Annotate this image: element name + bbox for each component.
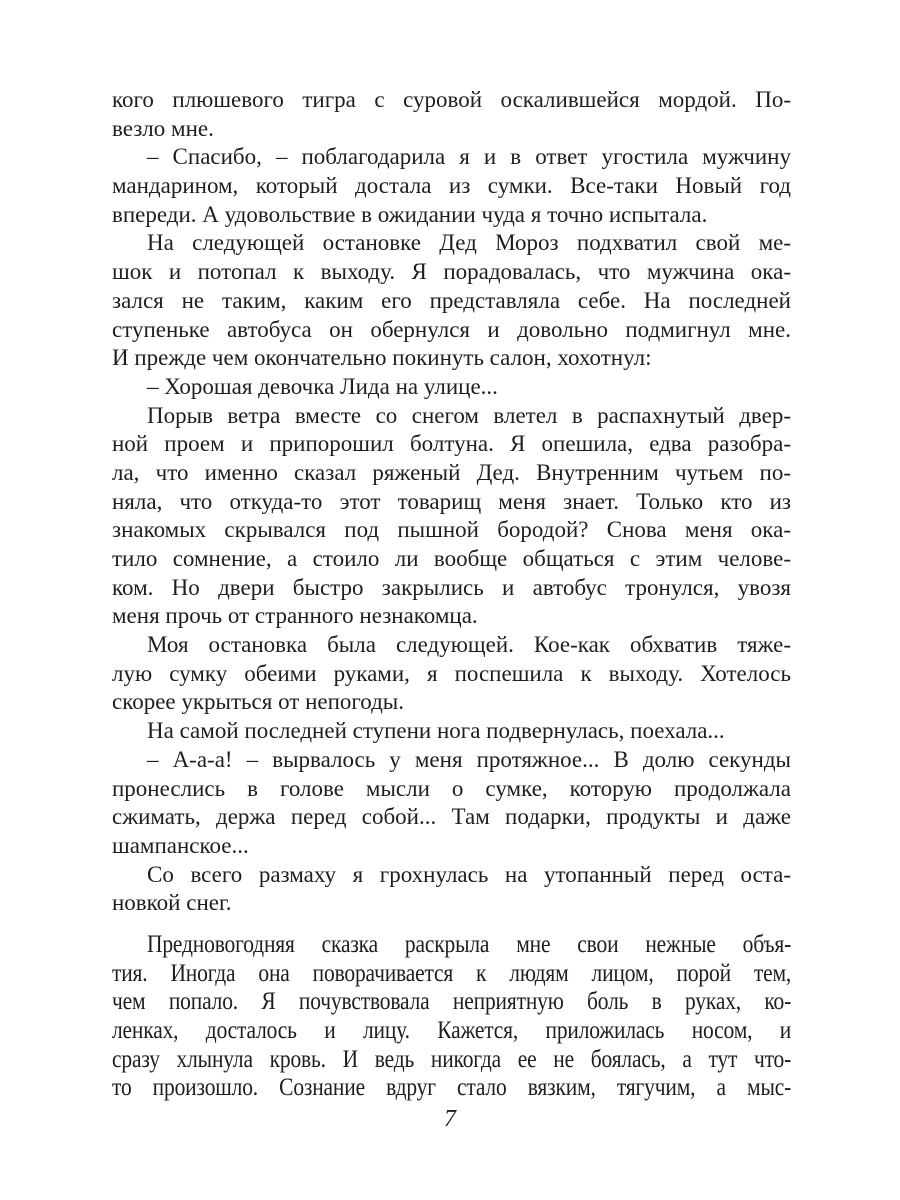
paragraph (112, 717, 791, 746)
text-line-content: ленках, досталось и лицу. Кажется, приложилась носом, и (112, 1017, 792, 1044)
text-line: мандарином, который достала из сумки. Все-таки Новый год (112, 173, 791, 199)
text-line-content: сразу хлынула кровь. И ведь никогда ее не боялась, а тут что- (112, 1045, 792, 1073)
text-line: меня прочь от странного незнакомца. (112, 603, 478, 629)
page-body-text (112, 86, 791, 1103)
text-line-content: то произошло. Сознание вдруг стало вязким, тягучим, а мыс- (112, 1074, 792, 1102)
paragraph (112, 143, 791, 229)
text-line (112, 1074, 791, 1103)
text-line: – Спасибо, – поблагодарила я и в ответ угостила мужчину (147, 144, 791, 170)
text-line: знакомых скрывался под пышной бородой? Снова меня ока- (112, 517, 791, 543)
paragraph (112, 631, 791, 717)
text-line: Моя остановка была следующей. Кое-как обхватив тяже- (147, 632, 791, 658)
text-line (112, 931, 791, 960)
text-line: впереди. А удовольствие в ожидании чуда я точно испытала. (112, 201, 708, 227)
text-line (112, 988, 791, 1017)
text-line: пронеслись в голове мысли о сумке, которую продолжала (112, 775, 791, 801)
text-line: На самой последней ступени нога подвернулась, поехала... (147, 718, 725, 744)
paragraph (112, 86, 791, 143)
paragraph (112, 229, 791, 372)
paragraph (112, 402, 791, 632)
text-line: – А-а-а! – вырвалось у меня протяжное... В долю секунды (147, 746, 791, 772)
paragraph (112, 746, 791, 861)
paragraph (112, 931, 791, 1103)
page-number: 7 (444, 1106, 456, 1132)
text-line: ной проем и припорошил болтуна. Я опешила, едва разобра- (112, 431, 791, 457)
text-line: няла, что откуда-то этот товарищ меня знает. Только кто из (112, 488, 791, 514)
paragraph (112, 861, 791, 918)
text-line: шампанское... (112, 832, 249, 858)
text-line: И прежде чем окончательно покинуть салон, хохотнул: (112, 345, 652, 371)
text-line: ступеньке автобуса он обернулся и довольно подмигнул мне. (112, 316, 791, 342)
text-line-content: чем попало. Я почувствовала неприятную боль в руках, ко- (112, 988, 792, 1016)
text-line: ла, что именно сказал ряженый Дед. Внутренним чутьем по- (112, 459, 791, 485)
text-line: лую сумку обеими руками, я поспешила к выходу. Хотелось (112, 660, 791, 686)
text-line: зался не таким, каким его представляла себе. На последней (112, 287, 791, 313)
text-line: шок и потопал к выходу. Я порадовалась, что мужчина ока- (112, 259, 791, 285)
text-line: кого плюшевого тигра с суровой оскалившейся мордой. По- (112, 87, 791, 112)
text-line (112, 960, 791, 989)
text-line: новкой снег. (112, 890, 232, 916)
text-line: скорее укрыться от непогоды. (112, 689, 405, 715)
paragraph (112, 373, 791, 402)
text-line: тило сомнение, а стоило ли вообще общаться с этим челове- (112, 546, 791, 571)
text-line: – Хорошая девочка Лида на улице... (147, 373, 498, 399)
text-line-content: Предновогодняя сказка раскрыла мне свои нежные объя- (147, 930, 792, 958)
text-line: Порыв ветра вместе со снегом влетел в распахнутый двер- (147, 402, 791, 428)
text-line: везло мне. (112, 115, 214, 141)
text-line: Со всего размаху я грохнулась на утопанный перед оста- (147, 861, 791, 887)
text-line (112, 1017, 791, 1046)
text-line: ком. Но двери быстро закрылись и автобус тронулся, увозя (112, 574, 791, 600)
text-line: На следующей остановке Дед Мороз подхватил свой ме- (147, 230, 791, 256)
text-line: сжимать, держа перед собой... Там подарки, продукты и даже (112, 804, 791, 830)
text-line (112, 1046, 791, 1075)
text-line-content: тия. Иногда она поворачивается к людям лицом, порой тем, (112, 959, 792, 987)
